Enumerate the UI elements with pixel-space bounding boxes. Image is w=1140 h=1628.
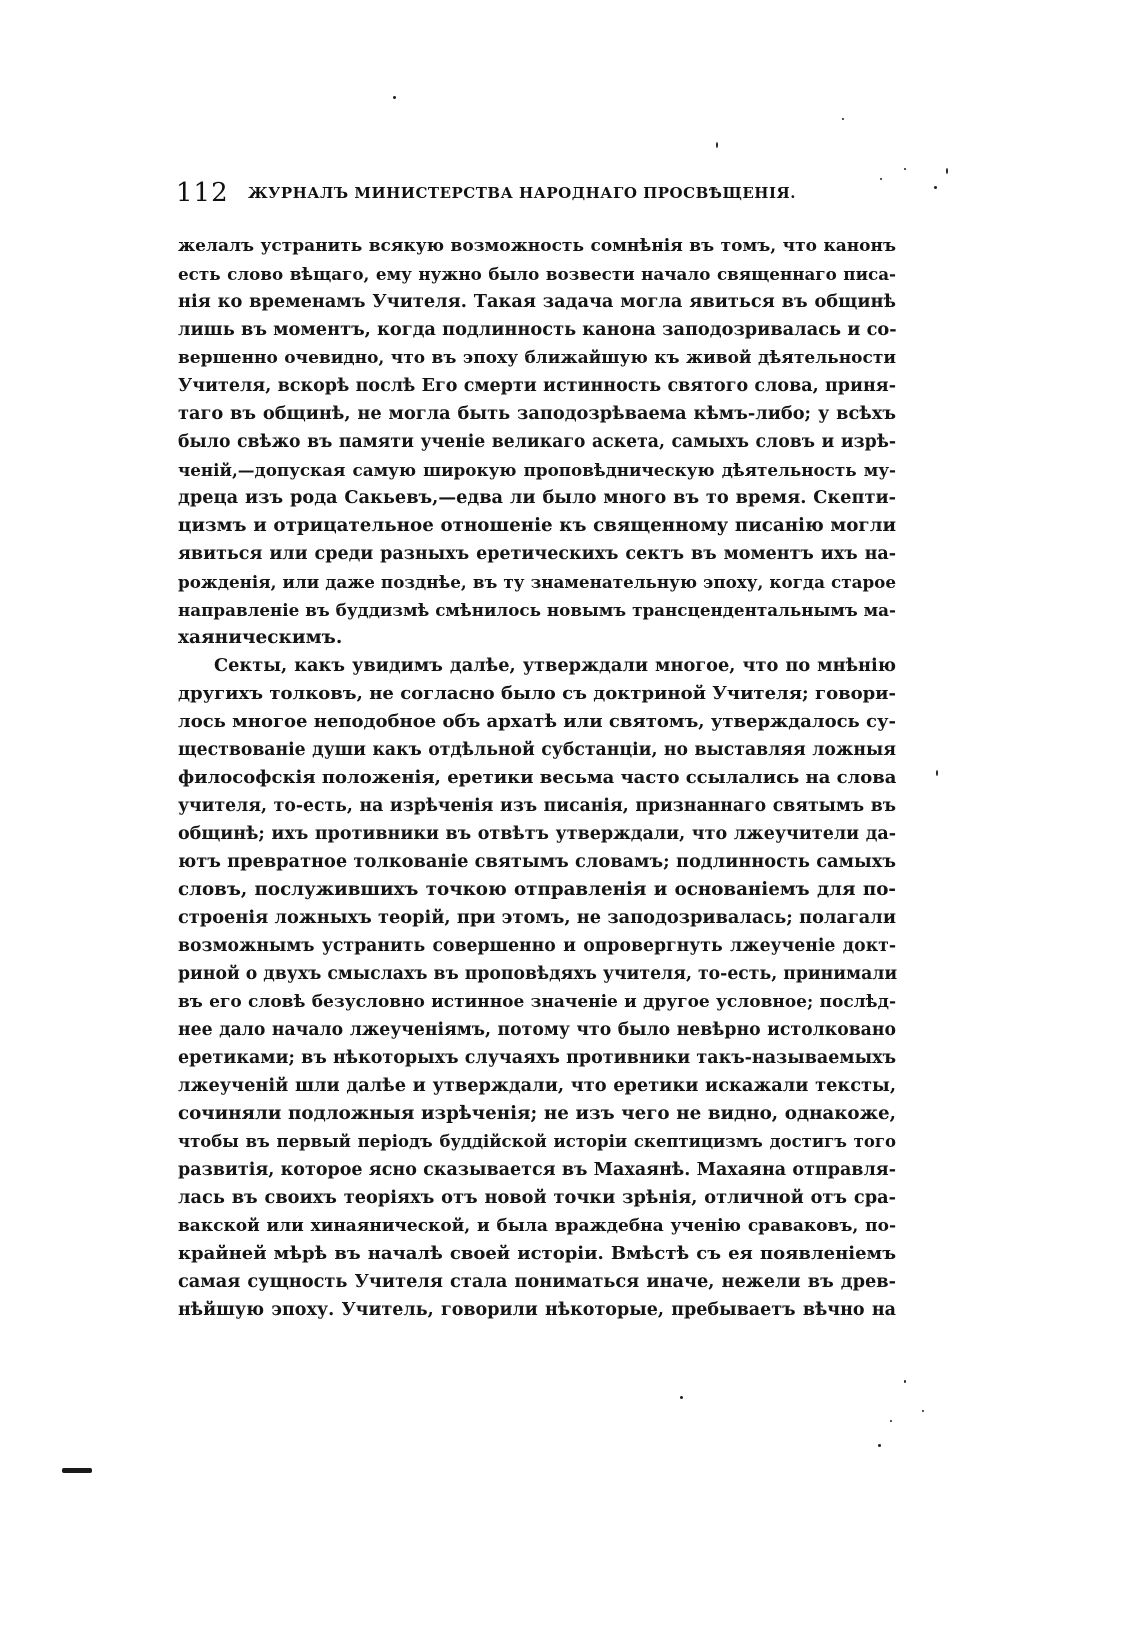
text-line: хаяническимъ. — [178, 627, 343, 648]
scan-speck — [936, 770, 938, 776]
paragraph-2 — [178, 652, 896, 1324]
scan-speck — [393, 96, 396, 99]
text-line: сочиняли подложныя изрѣченія; не изъ чего не видно, однакоже, — [178, 1103, 896, 1124]
page-header — [176, 178, 916, 218]
text-line: лась въ своихъ теоріяхъ отъ новой точки зрѣнія, отличной отъ сра- — [178, 1187, 896, 1208]
scan-speck — [904, 168, 906, 170]
text-line: философскія положенія, еретики весьма часто ссылались на слова — [178, 767, 897, 788]
page-number: 112 — [176, 178, 229, 208]
scan-speck — [842, 118, 844, 120]
text-line: вершенно очевидно, что въ эпоху ближайшую къ живой дѣятельности — [178, 348, 896, 368]
scan-speck — [878, 1444, 881, 1447]
scan-speck — [922, 1410, 924, 1412]
text-line: чтобы въ первый періодъ буддійской исторіи скептицизмъ достигъ того — [178, 1132, 896, 1151]
scan-speck — [890, 1420, 892, 1422]
text-line: дреца изъ рода Сакьевъ,—едва ли было много въ то время. Скепти- — [178, 487, 896, 508]
body-text — [178, 232, 896, 1324]
text-line: лишь въ моментъ, когда подлинность канона заподозривалась и со- — [178, 319, 897, 340]
scan-speck — [934, 186, 937, 189]
text-line: другихъ толковъ, не согласно было съ доктриной Учителя; говори- — [178, 683, 896, 704]
text-line: желалъ устранить всякую возможность сомнѣнія въ томъ, что канонъ — [178, 236, 896, 256]
text-line: общинѣ; ихъ противники въ отвѣтъ утверждали, что лжеучители да- — [178, 824, 896, 844]
scan-edge-mark — [62, 1468, 92, 1473]
text-line: Учителя, вскорѣ послѣ Его смерти истинность святого слова, приня- — [178, 376, 896, 396]
text-line: риной о двухъ смыслахъ въ проповѣдяхъ учителя, то-есть, принимали — [178, 964, 898, 984]
text-line: было свѣжо въ памяти ученіе великаго аскета, самыхъ словъ и изрѣ- — [178, 432, 896, 452]
text-line: ютъ превратное толкованіе святымъ словамъ; подлинность самыхъ — [178, 851, 896, 872]
text-line: въ его словѣ безусловно истинное значеніе и другое условное; послѣд- — [178, 992, 896, 1012]
text-line: вакской или хинаянической, и была враждебна ученію сраваковъ, по- — [178, 1216, 896, 1236]
scan-speck — [946, 168, 948, 174]
text-line: словъ, послужившихъ точкою отправленія и основаніемъ для по- — [178, 879, 896, 900]
text-line: Секты, какъ увидимъ далѣе, утверждали многое, что по мнѣнію — [214, 655, 896, 676]
paragraph-1 — [178, 232, 896, 652]
text-line: рожденія, или даже позднѣе, въ ту знаменательную эпоху, когда старое — [178, 572, 896, 592]
running-title: ЖУРНАЛЪ МИНИСТЕРСТВА НАРОДНАГО ПРОСВѢЩЕНІЯ. — [248, 184, 796, 202]
text-line: ществованіе души какъ отдѣльной субстанціи, но выставляя ложныя — [178, 740, 896, 760]
scan-speck — [680, 1396, 683, 1399]
text-line: таго въ общинѣ, не могла быть заподозрѣваема кѣмъ-либо; у всѣхъ — [178, 403, 896, 424]
scan-speck — [716, 142, 718, 148]
text-line: крайней мѣрѣ въ началѣ своей исторіи. Вмѣстѣ съ ея появленіемъ — [178, 1243, 896, 1264]
text-line: явиться или среди разныхъ еретическихъ сектъ въ моментъ ихъ на- — [178, 544, 896, 564]
text-line: направленіе въ буддизмѣ смѣнилось новымъ трансцендентальнымъ ма- — [178, 600, 896, 620]
text-line: еретиками; въ нѣкоторыхъ случаяхъ противники такъ-называемыхъ — [178, 1048, 896, 1068]
text-line: самая сущность Учителя стала пониматься иначе, нежели въ древ- — [178, 1271, 896, 1292]
text-line: нѣйшую эпоху. Учитель, говорили нѣкоторые, пребываетъ вѣчно на — [178, 1300, 896, 1320]
text-line: лось многое неподобное объ архатѣ или святомъ, утверждалось су- — [178, 711, 896, 732]
text-line: нія ко временамъ Учителя. Такая задача могла явиться въ общинѣ — [178, 291, 896, 312]
text-line: строенія ложныхъ теорій, при этомъ, не заподозривалась; полагали — [178, 907, 896, 928]
scan-speck — [904, 1380, 906, 1383]
text-line: ченій,—допуская самую широкую проповѣдническую дѣятельность му- — [178, 460, 896, 480]
scan-speck — [880, 178, 882, 180]
text-line: развитія, которое ясно сказывается въ Махаянѣ. Махаяна отправля- — [178, 1160, 896, 1180]
text-line: учителя, то-есть, на изрѣченія изъ писанія, признаннаго святымъ въ — [178, 796, 896, 816]
text-line: цизмъ и отрицательное отношеніе къ священному писанію могли — [178, 515, 896, 536]
text-line: лжеученій шли далѣе и утверждали, что еретики искажали тексты, — [178, 1075, 896, 1096]
text-line: возможнымъ устранить совершенно и опровергнуть лжеученіе докт- — [178, 936, 896, 956]
text-line: есть слово вѣщаго, ему нужно было возвести начало священнаго писа- — [178, 264, 896, 284]
text-line: нее дало начало лжеученіямъ, потому что было невѣрно истолковано — [178, 1020, 896, 1040]
